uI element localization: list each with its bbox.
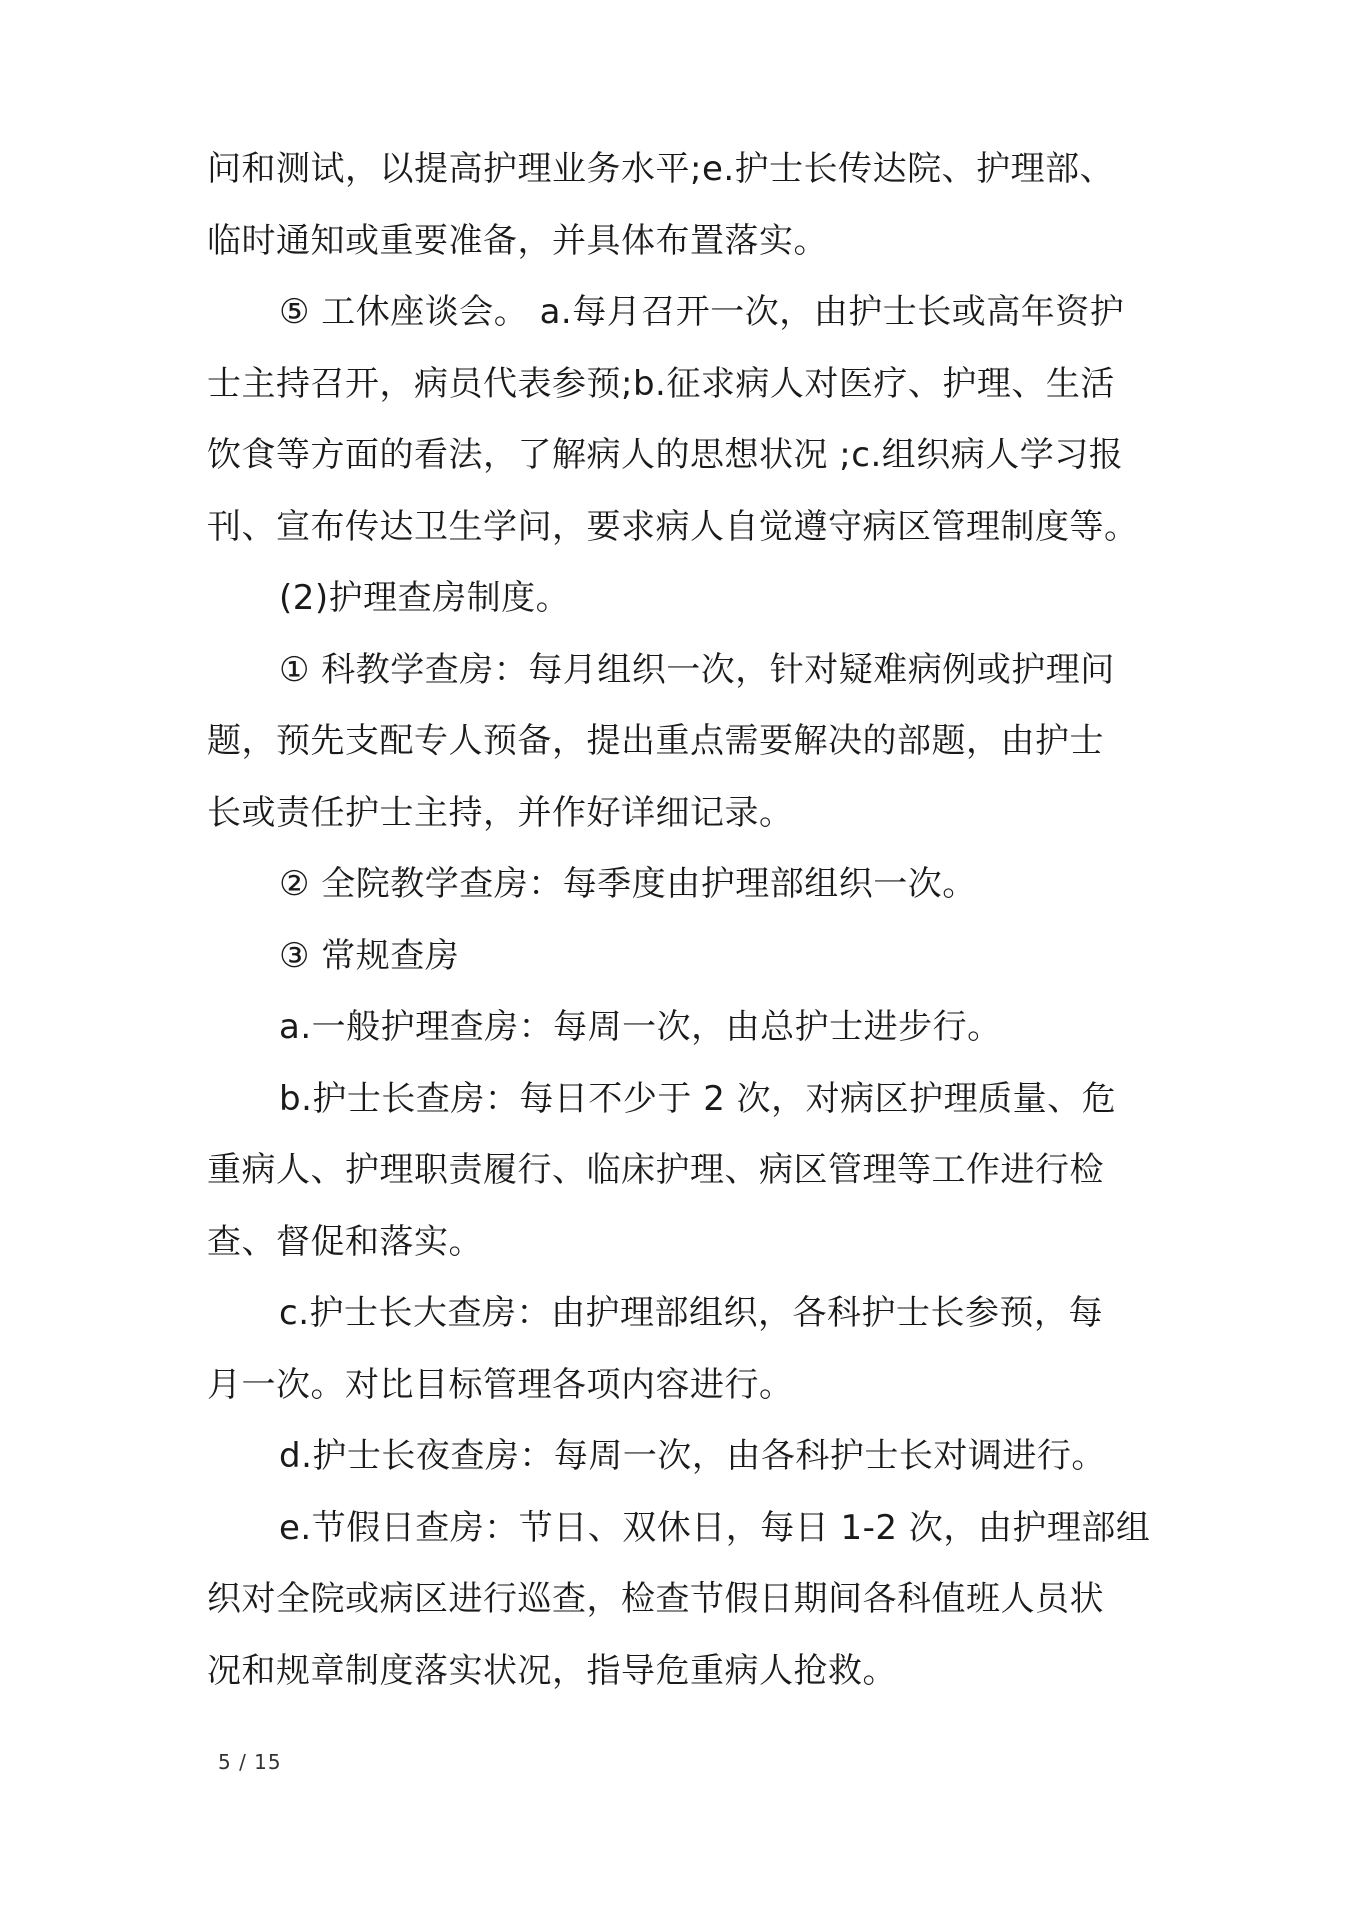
paragraph-line: 饮食等方面的看法，了解病人的思想状况 ;c.组织病人学习报 xyxy=(207,435,1124,475)
paragraph-line: 刊、宣布传达卫生学问，要求病人自觉遵守病区管理制度等。 xyxy=(207,506,1139,547)
paragraph-line: ② 全院教学查房：每季度由护理部组织一次。 xyxy=(279,864,977,904)
paragraph-line: ⑤ 工休座谈会。 a.每月召开一次，由护士长或高年资护 xyxy=(279,292,1125,332)
paragraph-line: 查、督促和落实。 xyxy=(207,1221,483,1262)
paragraph-line: e.节假日查房：节日、双休日，每日 1-2 次，由护理部组 xyxy=(279,1507,1151,1548)
paragraph-line: b.护士长查房：每日不少于 2 次，对病区护理质量、危 xyxy=(279,1078,1117,1119)
paragraph-line: 临时通知或重要准备，并具体布置落实。 xyxy=(207,220,828,261)
paragraph-line: 士主持召开，病员代表参预;b.征求病人对医疗、护理、生活 xyxy=(207,363,1115,404)
paragraph-line: 重病人、护理职责履行、临床护理、病区管理等工作进行检 xyxy=(207,1150,1104,1190)
paragraph-line: 题，预先支配专人预备，提出重点需要解决的部题，由护士 xyxy=(207,721,1104,761)
paragraph-line: 问和测试，以提高护理业务水平;e.护士长传达院、护理部、 xyxy=(207,149,1115,189)
page-number: 5 / 15 xyxy=(218,1750,282,1774)
paragraph-line: 月一次。对比目标管理各项内容进行。 xyxy=(207,1364,794,1405)
paragraph-line: 况和规章制度落实状况，指导危重病人抢救。 xyxy=(207,1650,897,1691)
paragraph-line: 织对全院或病区进行巡查，检查节假日期间各科值班人员状 xyxy=(207,1579,1104,1619)
paragraph-line: 长或责任护士主持，并作好详细记录。 xyxy=(207,792,794,833)
paragraph-line: (2)护理查房制度。 xyxy=(279,578,571,618)
paragraph-line: ① 科教学查房：每月组织一次，针对疑难病例或护理问 xyxy=(279,649,1115,690)
paragraph-line: ③ 常规查房 xyxy=(279,935,460,976)
paragraph-line: d.护士长夜查房：每周一次，由各科护士长对调进行。 xyxy=(279,1436,1106,1476)
paragraph-line: a.一般护理查房：每周一次，由总护士进步行。 xyxy=(279,1007,1002,1047)
paragraph-line: c.护士长大查房：由护理部组织，各科护士长参预，每 xyxy=(279,1293,1103,1333)
document-body xyxy=(207,134,1197,1707)
